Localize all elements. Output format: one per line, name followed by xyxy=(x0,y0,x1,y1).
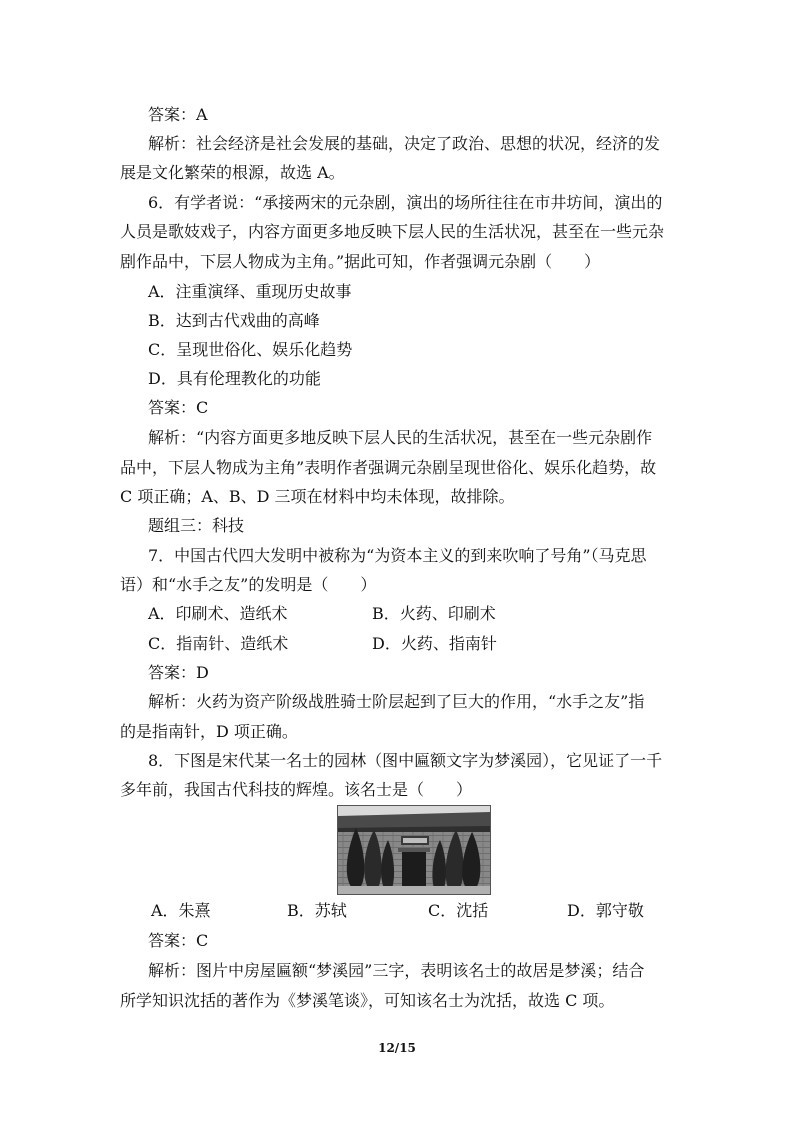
question-8-line1: 8．下图是宋代某一名士的园林（图中匾额文字为梦溪园），它见证了一千 xyxy=(148,751,663,770)
analysis-7-line1: 解析：火药为资产阶级战胜骑士阶层起到了巨大的作用，“水手之友”指 xyxy=(148,692,645,711)
analysis-6-line1: 解析：“内容方面更多地反映下层人民的生活状况，甚至在一些元杂剧作 xyxy=(148,428,653,447)
analysis-6-line2: 品中，下层人物成为主角”表明作者强调元杂剧呈现世俗化、娱乐化趋势，故 xyxy=(120,458,657,477)
option-6d: D．具有伦理教化的功能 xyxy=(148,369,321,388)
option-8d: D．郭守敬 xyxy=(567,901,644,920)
answer-7: 答案：D xyxy=(148,663,209,682)
option-8c: C．沈括 xyxy=(428,901,489,920)
option-6a: A．注重演绎、重现历史故事 xyxy=(148,282,352,301)
page-number: 12/15 xyxy=(378,1041,416,1055)
option-8a: A．朱熹 xyxy=(151,901,211,920)
answer-6: 答案：C xyxy=(148,398,209,417)
garden-photo xyxy=(337,805,491,895)
analysis-8-line2: 所学知识沈括的著作为《梦溪笔谈》，可知该名士为沈括，故选 C 项。 xyxy=(120,991,615,1010)
analysis-5-line1: 解析：社会经济是社会发展的基础，决定了政治、思想的状况，经济的发 xyxy=(148,134,661,153)
analysis-6-line3: C 项正确；A、B、D 三项在材料中均未体现，故排除。 xyxy=(120,487,515,506)
analysis-7-line2: 的是指南针，D 项正确。 xyxy=(120,722,298,741)
section-heading: 题组三：科技 xyxy=(148,516,245,535)
question-6-line3: 剧作品中，下层人物成为主角。”据此可知，作者强调元杂剧（ ） xyxy=(120,252,601,271)
option-7b: B．火药、印刷术 xyxy=(372,604,496,623)
option-7d: D．火药、指南针 xyxy=(372,634,497,653)
question-6-line2: 人员是歌妓戏子，内容方面更多地反映下层人民的生活状况，甚至在一些元杂 xyxy=(120,222,665,241)
option-7a: A．印刷术、造纸术 xyxy=(148,604,288,623)
answer-8: 答案：C xyxy=(148,931,209,950)
option-7c: C．指南针、造纸术 xyxy=(148,634,289,653)
question-7-line1: 7．中国古代四大发明中被称为“为资本主义的到来吹响了号角”（马克思 xyxy=(148,546,647,565)
option-8b: B．苏轼 xyxy=(287,901,347,920)
analysis-8-line1: 解析：图片中房屋匾额“梦溪园”三字，表明该名士的故居是梦溪；结合 xyxy=(148,961,645,980)
option-6c: C．呈现世俗化、娱乐化趋势 xyxy=(148,340,353,359)
answer-5: 答案：A xyxy=(148,105,208,124)
question-6-line1: 6．有学者说：“承接两宋的元杂剧，演出的场所往往在市井坊间，演出的 xyxy=(148,193,663,212)
question-7-line2: 语）和“水手之友”的发明是（ ） xyxy=(120,575,377,594)
question-8-line2: 多年前，我国古代科技的辉煌。该名士是（ ） xyxy=(120,780,473,799)
analysis-5-line2: 展是文化繁荣的根源，故选 A。 xyxy=(120,163,345,182)
option-6b: B．达到古代戏曲的高峰 xyxy=(148,311,320,330)
